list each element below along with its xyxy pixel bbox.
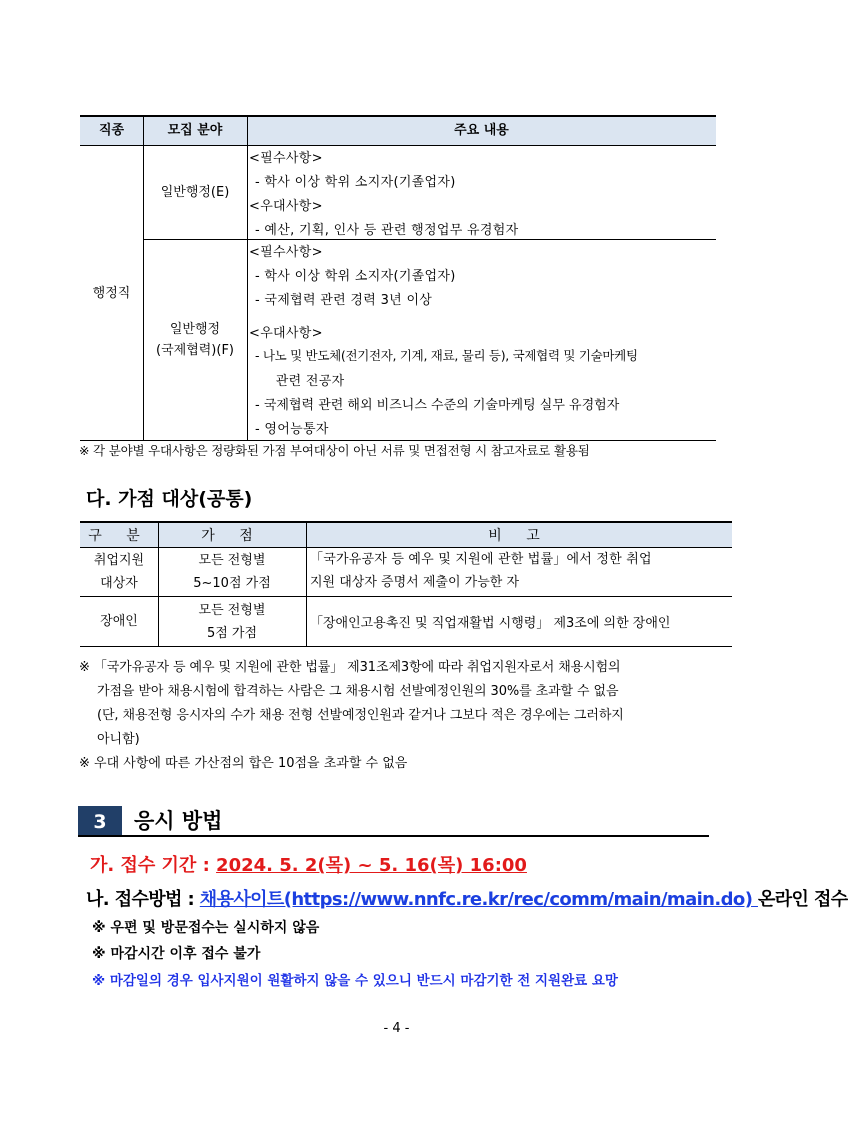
job-type-cell: 행정직	[92, 285, 131, 301]
category-line: 취업지원	[93, 553, 145, 568]
header-remark: 비 고	[488, 527, 550, 544]
notice-bullet: ※ 마감시간 이후 접수 불가	[92, 946, 261, 962]
note-line: 아니함)	[97, 732, 140, 747]
notice-bullet-highlight: ※ 마감일의 경우 입사지원이 원활하지 않을 수 있으니 반드시 마감기한 전 지원완료 요망	[92, 973, 618, 989]
application-period	[90, 851, 527, 877]
application-method	[86, 885, 848, 911]
points-line: 5점 가점	[206, 625, 258, 641]
header-points: 가 점	[201, 527, 263, 544]
section-underline	[78, 835, 709, 837]
content-f-line: <필수사항>	[249, 245, 323, 260]
column-divider	[247, 116, 248, 440]
content-e-line: <필수사항>	[249, 151, 323, 166]
content-f-line: - 나노 및 반도체(전기전자, 기계, 재료, 물리 등), 국제협력 및 기술마케팅	[255, 348, 638, 363]
points-cell	[158, 548, 306, 596]
note-line: (단, 채용전형 응시자의 수가 채용 전형 선발예정인원과 같거나 그보다 적은 경우에는 그러하지	[97, 708, 624, 723]
content-e-line: - 예산, 기획, 인사 등 관련 행정업무 유경험자	[255, 223, 519, 238]
header-field: 모집 분야	[167, 123, 223, 138]
header-job-type: 직종	[98, 123, 125, 138]
recruitment-site-link[interactable]: 채용사이트(https://www.nnfc.re.kr/rec/comm/main/main.do)	[199, 889, 758, 910]
content-f-line: - 학사 이상 학위 소지자(기졸업자)	[255, 269, 456, 284]
period-label: 가. 접수 기간 :	[90, 855, 217, 876]
remark-line: 「국가유공자 등 예우 및 지원에 관한 법률」에서 정한 취업	[310, 552, 652, 567]
content-e-line: - 학사 이상 학위 소지자(기졸업자)	[255, 175, 456, 190]
section-title: 다. 가점 대상(공통)	[86, 488, 253, 510]
content-f-line: 관련 전공자	[258, 374, 345, 389]
field-cell-e: 일반행정(E)	[160, 185, 230, 200]
section-title: 응시 방법	[134, 809, 223, 833]
category-line: 대상자	[100, 576, 138, 591]
category-cell	[80, 548, 158, 596]
period-value: 2024. 5. 2(목) ~ 5. 16(목) 16:00	[216, 855, 527, 876]
header-category: 구 분	[88, 527, 150, 544]
method-suffix: 온라인 접수	[757, 889, 848, 910]
content-f-line: <우대사항>	[249, 326, 323, 341]
points-line: 5~10점 가점	[193, 576, 271, 591]
note-line: ※ 「국가유공자 등 예우 및 지원에 관한 법률」 제31조제3항에 따라 취업지원자로서 채용시험의	[79, 660, 621, 675]
content-e-line: <우대사항>	[249, 199, 323, 214]
content-f-line: - 국제협력 관련 경력 3년 이상	[255, 293, 433, 308]
field-f-line1: 일반행정	[169, 322, 221, 337]
notice-bullet: ※ 우편 및 방문접수는 실시하지 않음	[92, 920, 320, 936]
points-line: 모든 전형별	[198, 553, 266, 568]
content-f-line: - 영어능통자	[255, 422, 329, 437]
category-cell: 장애인	[100, 614, 138, 629]
method-label: 나. 접수방법 :	[86, 889, 200, 910]
table-bottom-border	[80, 646, 732, 647]
table-note: ※ 각 분야별 우대사항은 정량화된 가점 부여대상이 아닌 서류 및 면접전형 시 참고자료로 활용됨	[79, 443, 590, 458]
points-line: 모든 전형별	[198, 602, 266, 618]
content-f-line: - 국제협력 관련 해외 비즈니스 수준의 기술마케팅 실무 유경험자	[255, 398, 620, 413]
header-content: 주요 내용	[454, 123, 509, 138]
field-cell-f	[143, 240, 247, 440]
note-line: ※ 우대 사항에 따른 가산점의 합은 10점을 초과할 수 없음	[79, 756, 408, 771]
points-cell	[158, 597, 306, 646]
remark-line: 지원 대상자 증명서 제출이 가능한 자	[310, 575, 520, 590]
page-number: - 4 -	[383, 1021, 410, 1036]
remark-cell	[310, 548, 730, 594]
section-number-badge: 3	[78, 806, 122, 837]
remark-cell: 「장애인고용촉진 및 직업재활법 시행령」 제3조에 의한 장애인	[310, 616, 671, 631]
note-line: 가점을 받아 채용시험에 합격하는 사람은 그 채용시험 선발예정인원의 30%를 초과할 수 없음	[97, 684, 619, 699]
field-f-line2: (국제협력)(F)	[156, 343, 234, 358]
